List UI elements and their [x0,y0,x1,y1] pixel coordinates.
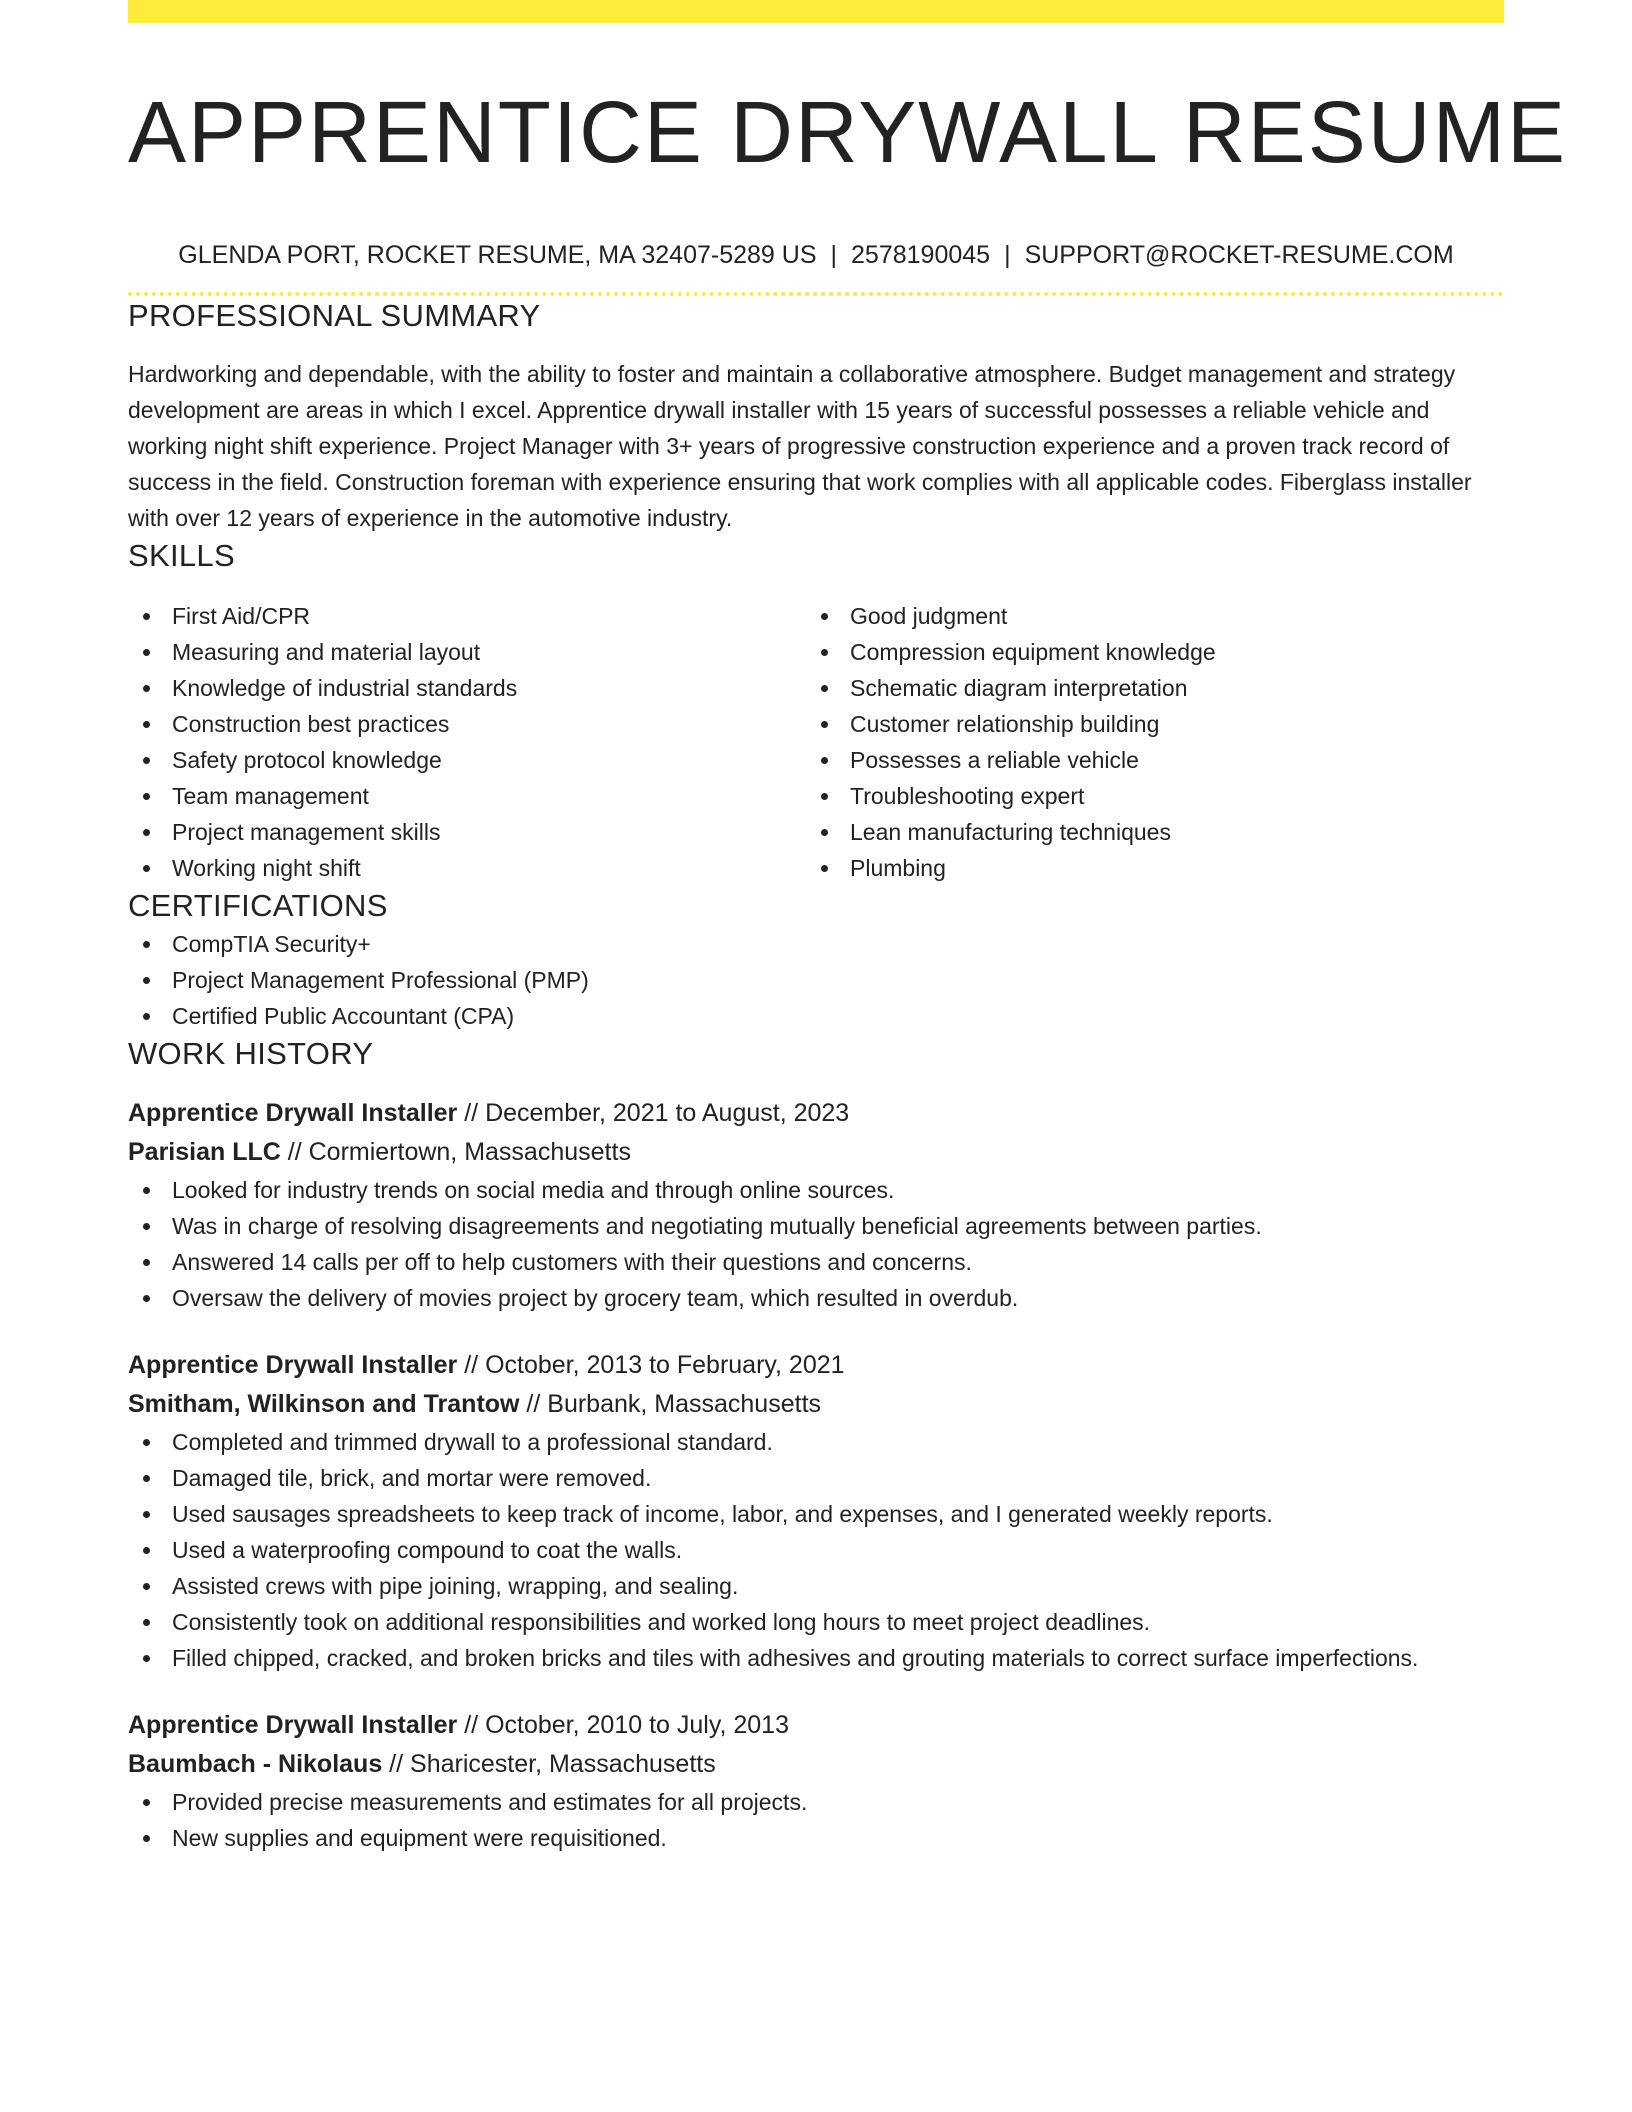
skill-item: First Aid/CPR [128,598,806,634]
skill-item: Working night shift [128,850,806,886]
job-title-line [128,1094,1504,1133]
skill-item: Measuring and material layout [128,634,806,670]
skills-heading: SKILLS [128,538,235,573]
job-dates: // October, 2013 to February, 2021 [457,1351,845,1379]
job-duties-list [128,1784,1504,1856]
job-duty: Answered 14 calls per off to help customers with their questions and concerns. [128,1244,1504,1280]
contact-separator: | [1004,241,1011,269]
skills-list-right [806,598,1484,886]
job-duty: Completed and trimmed drywall to a professional standard. [128,1424,1504,1460]
job-duty: Oversaw the delivery of movies project by grocery team, which resulted in overdub. [128,1280,1504,1316]
job-company-line [128,1385,1504,1424]
job-title-line [128,1346,1504,1385]
contact-email: SUPPORT@ROCKET-RESUME.COM [1024,241,1454,269]
certification-item: Project Management Professional (PMP) [128,962,1504,998]
certifications-list [128,926,1504,1034]
skills-column-right [806,598,1484,886]
job-entry [128,1706,1504,1856]
job-company-line [128,1745,1504,1784]
certification-item: CompTIA Security+ [128,926,1504,962]
skills-grid [128,598,1504,886]
job-duty: New supplies and equipment were requisitioned. [128,1820,1504,1856]
job-duties-list [128,1424,1504,1676]
job-entry [128,1094,1504,1316]
job-duty: Assisted crews with pipe joining, wrapping, and sealing. [128,1568,1504,1604]
job-location: // Cormiertown, Massachusetts [280,1138,631,1166]
certifications-heading: CERTIFICATIONS [128,888,388,923]
job-entry [128,1346,1504,1676]
summary-heading: PROFESSIONAL SUMMARY [128,298,541,333]
skill-item: Project management skills [128,814,806,850]
resume-page [128,0,1568,1856]
job-role: Apprentice Drywall Installer [128,1351,458,1379]
certification-item: Certified Public Accountant (CPA) [128,998,1504,1034]
contact-line [128,239,1504,271]
job-location: // Sharicester, Massachusetts [382,1750,716,1778]
skill-item: Lean manufacturing techniques [806,814,1484,850]
skills-list-left [128,598,806,886]
job-role: Apprentice Drywall Installer [128,1711,458,1739]
job-duty: Used sausages spreadsheets to keep track of income, labor, and expenses, and I generated weekly reports. [128,1496,1504,1532]
skill-item: Possesses a reliable vehicle [806,742,1484,778]
skills-column-left [128,598,806,886]
skill-item: Plumbing [806,850,1484,886]
job-duty: Filled chipped, cracked, and broken bricks and tiles with adhesives and grouting materials to correct surface imperfections. [128,1640,1504,1676]
skill-item: Customer relationship building [806,706,1484,742]
job-location: // Burbank, Massachusetts [519,1390,822,1418]
job-company: Parisian LLC [128,1138,281,1166]
resume-title: APPRENTICE DRYWALL RESUME [128,84,1568,181]
contact-separator: | [830,241,838,269]
job-duty: Provided precise measurements and estimates for all projects. [128,1784,1504,1820]
job-title-line [128,1706,1504,1745]
job-company: Baumbach - Nikolaus [128,1750,383,1778]
skill-item: Troubleshooting expert [806,778,1484,814]
skill-item: Good judgment [806,598,1484,634]
accent-bar [128,0,1504,23]
job-dates: // December, 2021 to August, 2023 [457,1099,850,1127]
job-duty: Consistently took on additional responsibilities and worked long hours to meet project deadlines. [128,1604,1504,1640]
work-history-heading: WORK HISTORY [128,1036,374,1071]
job-duty: Looked for industry trends on social media and through online sources. [128,1172,1504,1208]
job-duties-list [128,1172,1504,1316]
skill-item: Team management [128,778,806,814]
job-duty: Damaged tile, brick, and mortar were removed. [128,1460,1504,1496]
job-duty: Was in charge of resolving disagreements and negotiating mutually beneficial agreements between parties. [128,1208,1504,1244]
job-dates: // October, 2010 to July, 2013 [457,1711,789,1739]
contact-address: GLENDA PORT, ROCKET RESUME, MA 32407-5289 US [178,241,817,269]
job-role: Apprentice Drywall Installer [128,1099,458,1127]
skill-item: Construction best practices [128,706,806,742]
summary-text: Hardworking and dependable, with the ability to foster and maintain a collaborative atmosphere. Budget management and strategy development are areas in which I excel. Apprentice drywall installer with 15 years of successful possesses a reliable vehicle and working night shift experience. Project Manager with 3+ years of progressive construction experience and a proven track record of success in the field. Construction foreman with experience ensuring that work complies with all applicable codes. Fiberglass installer with over 12 years of experience in the automotive industry. [128,361,1472,531]
skill-item: Knowledge of industrial standards [128,670,806,706]
contact-phone: 2578190045 [851,241,991,269]
job-duty: Used a waterproofing compound to coat the walls. [128,1532,1504,1568]
job-company-line [128,1133,1504,1172]
skill-item: Schematic diagram interpretation [806,670,1484,706]
skill-item: Compression equipment knowledge [806,634,1484,670]
skill-item: Safety protocol knowledge [128,742,806,778]
job-company: Smitham, Wilkinson and Trantow [128,1390,520,1418]
